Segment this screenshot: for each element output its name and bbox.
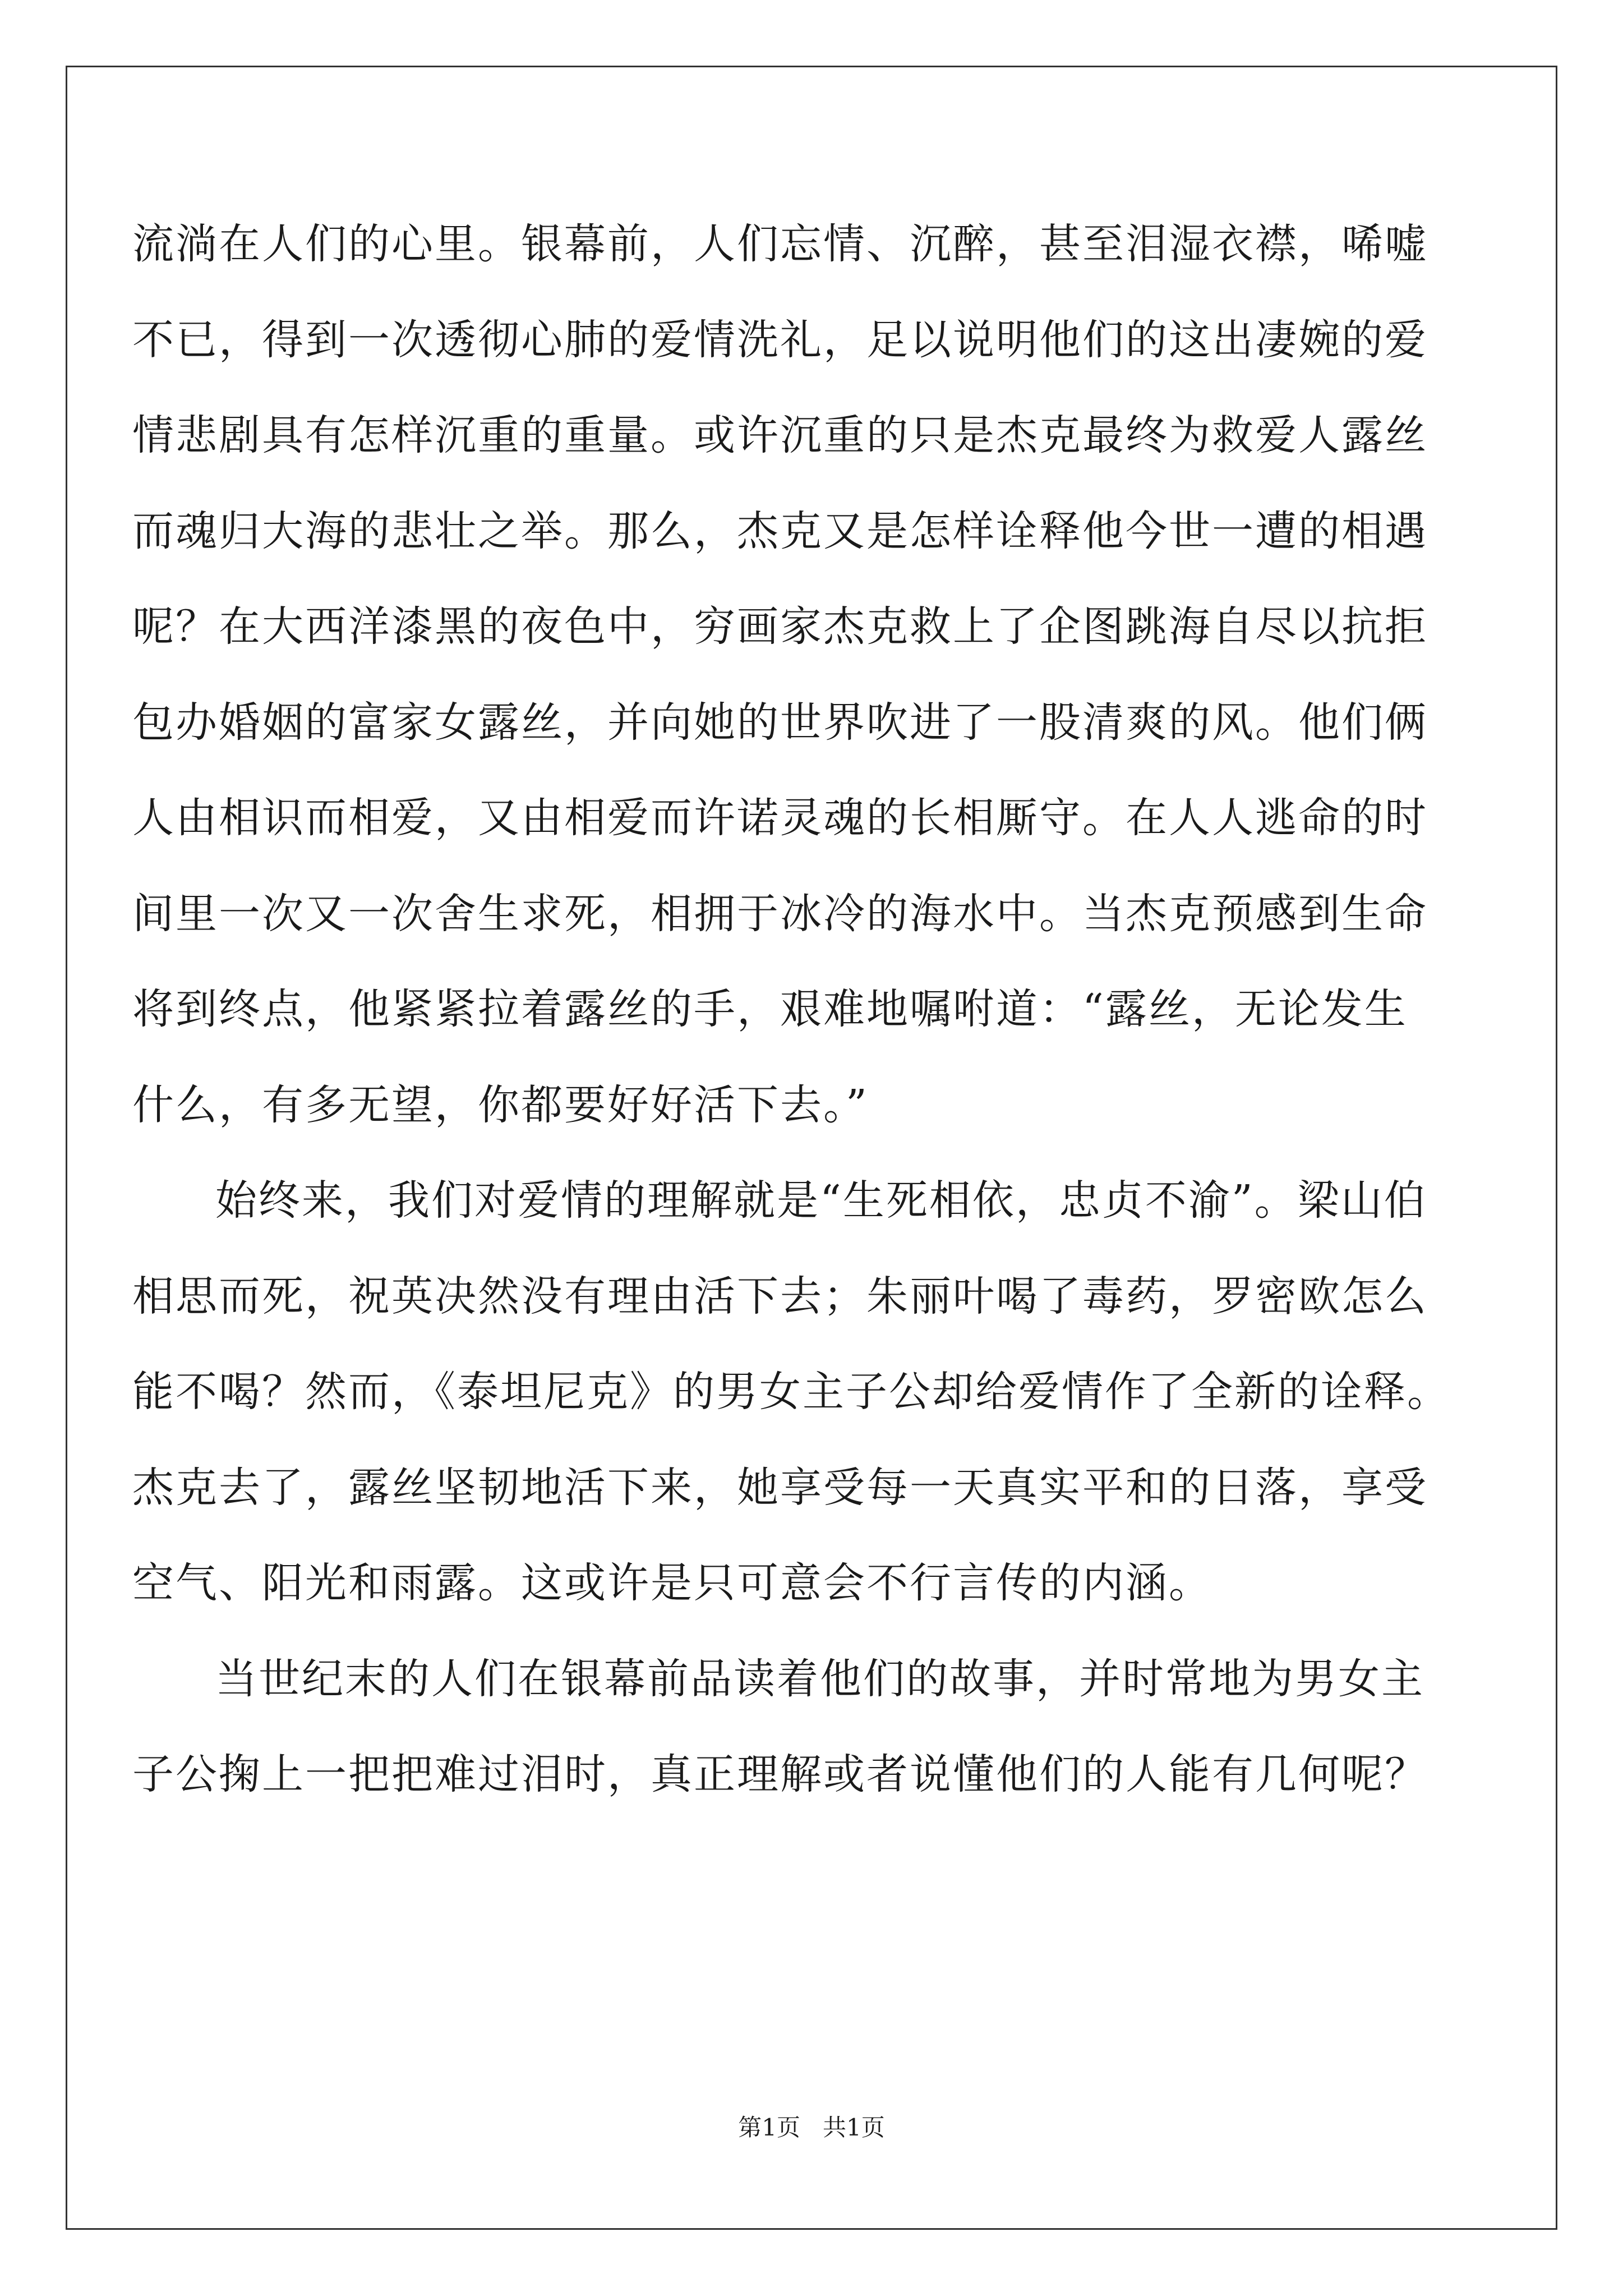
text-line: 将到终点，他紧紧拉着露丝的手，艰难地嘱咐道：“露丝，无论发生: [132, 985, 1408, 1033]
text-line: 情悲剧具有怎样沉重的重量。或许沉重的只是杰克最终为救爱人露丝: [132, 411, 1428, 459]
text-line: 人由相识而相爱，又由相爱而许诺灵魂的长相厮守。在人人逃命的时: [132, 794, 1428, 842]
text-line: 能不喝？然而，《泰坦尼克》的男女主子公却给爱情作了全新的诠释。: [132, 1368, 1450, 1416]
text-line: 而魂归大海的悲壮之举。那么，杰克又是怎样诠释他今世一遭的相遇: [132, 507, 1428, 555]
text-line: 杰克去了，露丝坚韧地活下来，她享受每一天真实平和的日落，享受: [132, 1463, 1428, 1512]
text-line: 子公掬上一把把难过泪时，真正理解或者说懂他们的人能有几何呢？: [132, 1750, 1428, 1798]
page-number-footer: 第1页 共1页: [738, 2114, 885, 2141]
text-line: 包办婚姻的富家女露丝，并向她的世界吹进了一股清爽的风。他们俩: [132, 698, 1428, 747]
paragraph-start-line: 当世纪末的人们在银幕前品读着他们的故事，并时常地为男女主: [215, 1654, 1424, 1703]
text-line: 不已，得到一次透彻心肺的爱情洗礼，足以说明他们的这出凄婉的爱: [132, 315, 1428, 364]
text-line: 流淌在人们的心里。银幕前，人们忘情、沉醉，甚至泪湿衣襟，唏嘘: [132, 220, 1428, 268]
text-line: 什么，有多无望，你都要好好活下去。”: [132, 1080, 869, 1129]
text-line: 间里一次又一次舍生求死，相拥于冰冷的海水中。当杰克预感到生命: [132, 889, 1428, 938]
text-line: 空气、阳光和雨露。这或许是只可意会不行言传的内涵。: [132, 1559, 1212, 1607]
text-line: 相思而死，祝英决然没有理由活下去；朱丽叶喝了毒药，罗密欧怎么: [132, 1272, 1428, 1320]
paragraph-start-line: 始终来，我们对爱情的理解就是“生死相依，忠贞不渝”。梁山伯: [215, 1176, 1427, 1225]
text-line: 呢？在大西洋漆黑的夜色中，穷画家杰克救上了企图跳海自尽以抗拒: [132, 602, 1428, 651]
document-body: [132, 196, 1495, 1823]
